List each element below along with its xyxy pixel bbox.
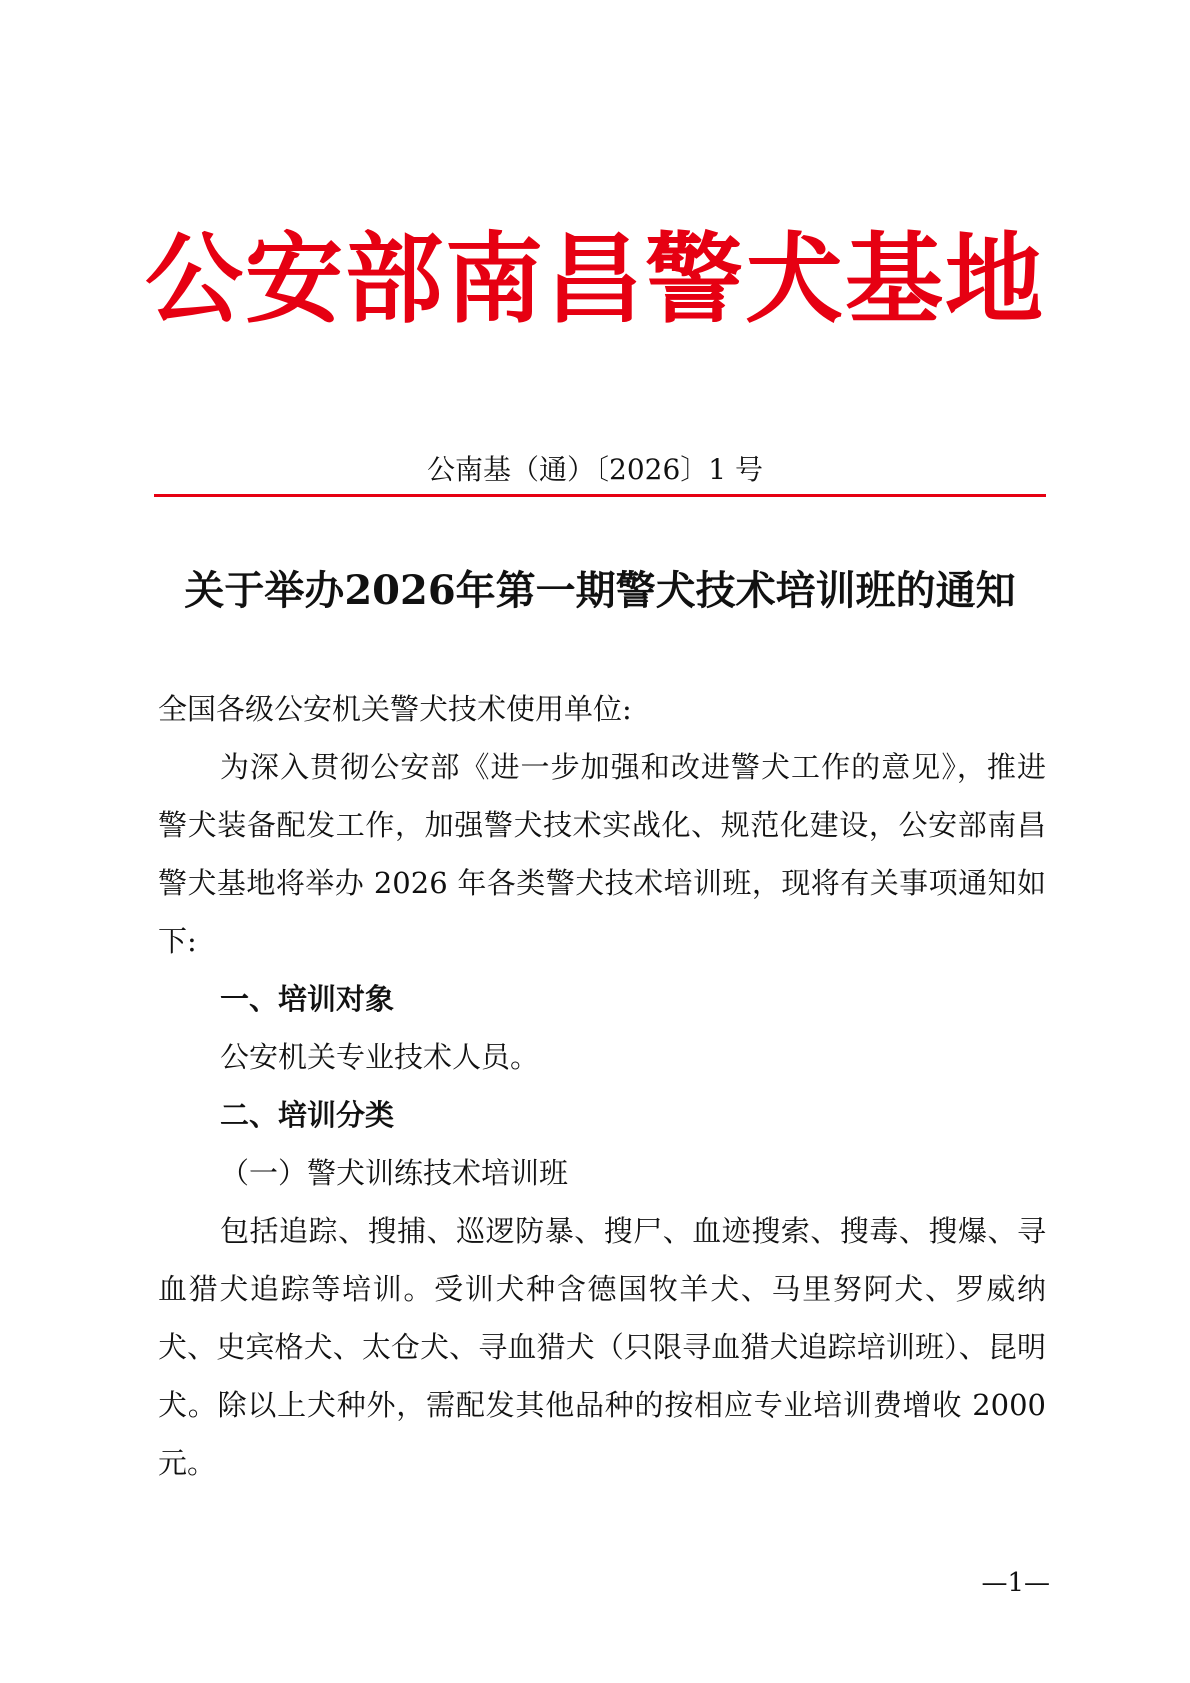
salutation: 全国各级公安机关警犬技术使用单位: [158, 692, 632, 726]
org-title: 公安部南昌警犬基地 [144, 222, 1045, 337]
notice-title: 关于举办2026年第一期警犬技术培训班的通知 [184, 567, 1016, 614]
intro-paragraph: 为深入贯彻公安部《进一步加强和改进警犬工作的意见》，推进警犬装备配发工作，加强警犬技术实战化、规范化建设，公安部南昌警犬基地将举办 2026 年各类警犬技术培训班，现将有关事项通知如下: [158, 750, 1046, 958]
section-heading-trainees: 一、培训对象 [220, 982, 395, 1016]
notice-body [158, 680, 1046, 1492]
section-heading-categories: 二、培训分类 [220, 1098, 395, 1132]
subsection-heading-training-class: （一）警犬训练技术培训班 [220, 1156, 569, 1190]
document-number: 公南基（通）〔2026〕1 号 [427, 453, 763, 486]
page-number: —1— [981, 1568, 1050, 1598]
section-text-trainees: 公安机关专业技术人员。 [220, 1040, 540, 1074]
red-divider-line [154, 494, 1046, 497]
subsection-text-training-class: 包括追踪、搜捕、巡逻防暴、搜尸、血迹搜索、搜毒、搜爆、寻血猎犬追踪等培训。受训犬种含德国牧羊犬、马里努阿犬、罗威纳犬、史宾格犬、太仓犬、寻血猎犬（只限寻血猎犬追踪培训班）、昆明犬。除以上犬种外，需配发其他品种的按相应专业培训费增收 2000 元。 [158, 1214, 1046, 1480]
